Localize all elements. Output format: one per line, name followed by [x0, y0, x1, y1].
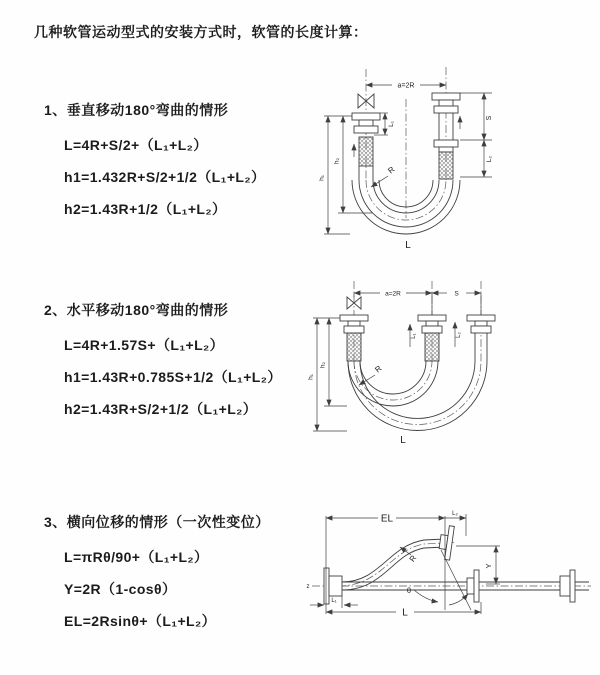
formula-length: L=4R+1.57S+（L₁+L₂） [64, 337, 225, 353]
dim-label-radius: R [407, 553, 419, 564]
section-2-heading: 2、水平移动180°弯曲的情形 [44, 302, 229, 318]
fixed-pipe-flange [560, 570, 575, 602]
dim-label-length: L [400, 435, 406, 446]
dim-label-l1: L₁ [388, 121, 395, 127]
dim-label-a2r: a=2R [385, 290, 401, 298]
centerline-mark: z [306, 584, 310, 590]
formula-h2: h2=1.43R+S/2+1/2（L₁+L₂） [64, 401, 258, 417]
left-flange-fitting [340, 315, 368, 361]
right-flange-fitting-lower [434, 140, 458, 179]
dimension-lines [310, 514, 500, 614]
formula-h1: h1=1.432R+S/2+1/2（L₁+L₂） [64, 169, 266, 185]
dim-label-h1: h₁ [307, 374, 315, 380]
section-lateral-displacement [44, 512, 270, 637]
dim-label-l1: L₁ [411, 333, 417, 339]
right-flange-fitting-moved [467, 315, 495, 333]
angle-arc [414, 590, 438, 602]
dim-label-length: L [405, 240, 411, 251]
dim-label-radius: R [373, 363, 384, 375]
section-vertical-movement [44, 100, 265, 225]
section-3-heading: 3、横向位移的情形（一次性变位） [44, 514, 270, 530]
dim-label-h2: h₂ [319, 361, 327, 369]
braid-section [359, 137, 373, 166]
dim-label-l2: L₂ [486, 155, 493, 163]
formula-h2: h2=1.43R+1/2（L₁+L₂） [64, 201, 227, 217]
dim-label-h1: h₁ [318, 175, 326, 181]
diagram-lateral-displacement [298, 500, 598, 660]
u-bend-hose [348, 361, 487, 431]
braid-section [439, 152, 453, 179]
dim-label-radius: R [386, 164, 397, 176]
section-3-formulas [44, 541, 270, 637]
dim-label-s: S [486, 115, 493, 121]
section-1-heading: 1、垂直移动180°弯曲的情形 [44, 102, 229, 118]
formula-length: L=πRθ/90+（L₁+L₂） [64, 549, 209, 565]
radius-leader [359, 375, 375, 385]
angle-radius-line [441, 550, 471, 610]
left-flange-fitting [352, 113, 380, 166]
dim-label-h2: h₂ [333, 157, 341, 165]
dim-label-length: L [402, 607, 408, 619]
dim-label-y: Y [484, 563, 493, 569]
page-title: 几种软管运动型式的安装方式时，软管的长度计算： [34, 24, 368, 40]
centerlines [354, 281, 481, 425]
section-horizontal-movement [44, 300, 282, 425]
formula-el: EL=2Rsinθ+（L₁+L₂） [64, 613, 217, 629]
formula-y: Y=2R（1-cosθ） [64, 581, 177, 597]
hose-drawing [324, 525, 589, 604]
dim-label-l2: L₂ [456, 332, 462, 338]
diagram-vertical-180-bend [308, 63, 598, 263]
dim-label-l1: L₁ [331, 598, 337, 604]
dim-label-l2: L₂ [452, 511, 458, 517]
dim-label-a2r: a=2R [397, 82, 415, 90]
formula-h1: h1=1.43R+0.785S+1/2（L₁+L₂） [64, 369, 282, 385]
angle-arc [449, 594, 468, 605]
section-1-formulas [44, 129, 265, 225]
dimension-lines [313, 290, 481, 431]
hose-drawing [340, 297, 495, 431]
right-flange-fitting-upper [432, 93, 460, 113]
formula-length: L=4R+S/2+（L₁+L₂） [64, 137, 208, 153]
upper-flange-fitting-moved [438, 525, 455, 560]
dimension-lines [324, 82, 492, 234]
middle-flange-fitting [418, 315, 446, 361]
braid-section [425, 333, 439, 361]
braid-section [347, 333, 361, 361]
dim-label-el: EL [380, 513, 394, 525]
right-hose-end-fitting [467, 570, 479, 602]
diagram-horizontal-180-bend [303, 273, 598, 461]
section-2-formulas [44, 329, 282, 425]
dim-label-s: S [454, 290, 459, 298]
dim-label-theta: θ [406, 586, 412, 595]
